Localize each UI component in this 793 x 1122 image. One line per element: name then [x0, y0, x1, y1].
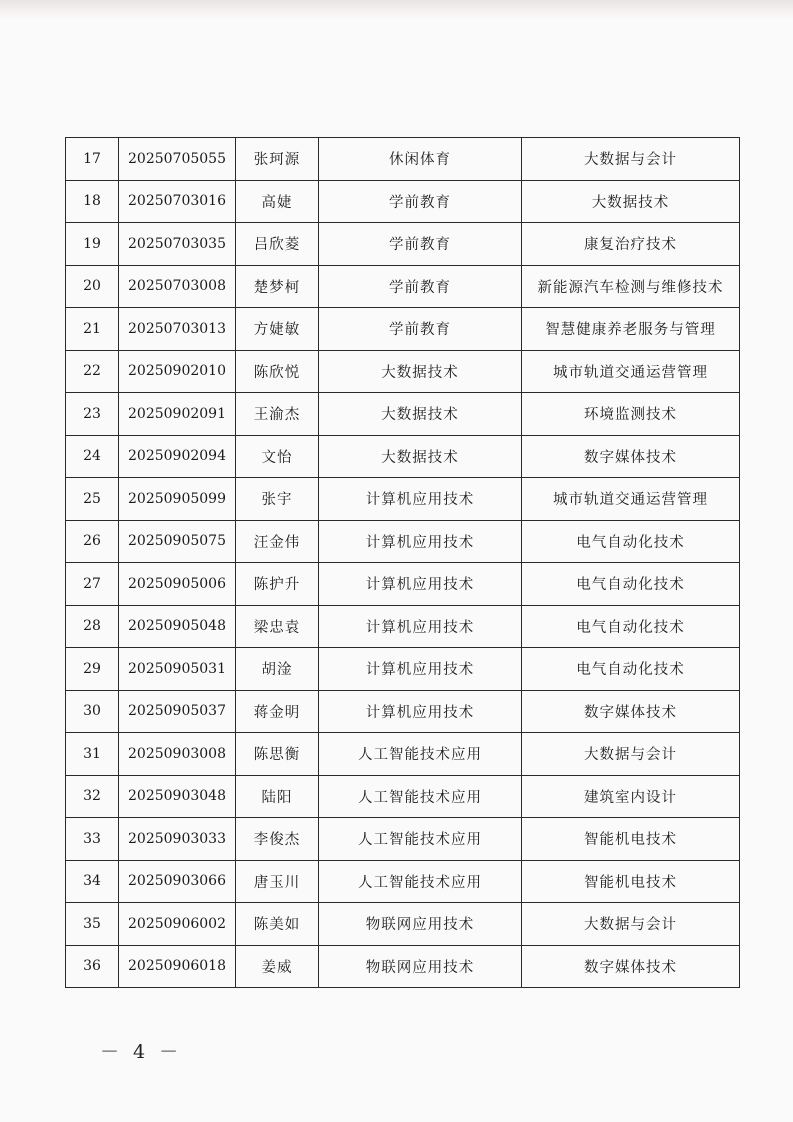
student-id-cell: 20250902010 — [119, 350, 236, 393]
table-row — [66, 563, 740, 606]
row-index-cell: 24 — [66, 435, 119, 478]
table-row — [66, 520, 740, 563]
table-row — [66, 350, 740, 393]
new-major-cell: 数字媒体技术 — [522, 690, 740, 733]
table-body — [66, 138, 740, 988]
new-major-cell: 数字媒体技术 — [522, 435, 740, 478]
student-id-cell: 20250906002 — [119, 903, 236, 946]
original-major-cell: 学前教育 — [319, 180, 522, 223]
student-id-cell: 20250705055 — [119, 138, 236, 181]
original-major-cell: 学前教育 — [319, 265, 522, 308]
student-name-cell: 陈思衡 — [236, 733, 319, 776]
row-index-cell: 30 — [66, 690, 119, 733]
original-major-cell: 休闲体育 — [319, 138, 522, 181]
new-major-cell: 数字媒体技术 — [522, 945, 740, 988]
student-name-cell: 吕欣菱 — [236, 223, 319, 266]
original-major-cell: 大数据技术 — [319, 393, 522, 436]
new-major-cell: 城市轨道交通运营管理 — [522, 478, 740, 521]
original-major-cell: 计算机应用技术 — [319, 605, 522, 648]
new-major-cell: 电气自动化技术 — [522, 648, 740, 691]
new-major-cell: 大数据与会计 — [522, 903, 740, 946]
new-major-cell: 智能机电技术 — [522, 860, 740, 903]
row-index-cell: 22 — [66, 350, 119, 393]
new-major-cell: 大数据与会计 — [522, 733, 740, 776]
table-row — [66, 903, 740, 946]
student-id-cell: 20250903066 — [119, 860, 236, 903]
original-major-cell: 学前教育 — [319, 223, 522, 266]
student-name-cell: 唐玉川 — [236, 860, 319, 903]
new-major-cell: 康复治疗技术 — [522, 223, 740, 266]
student-name-cell: 王渝杰 — [236, 393, 319, 436]
table-row — [66, 393, 740, 436]
student-name-cell: 陆阳 — [236, 775, 319, 818]
student-name-cell: 张宇 — [236, 478, 319, 521]
student-name-cell: 高婕 — [236, 180, 319, 223]
row-index-cell: 26 — [66, 520, 119, 563]
student-id-cell: 20250905099 — [119, 478, 236, 521]
row-index-cell: 17 — [66, 138, 119, 181]
student-name-cell: 张珂源 — [236, 138, 319, 181]
student-name-cell: 方婕敏 — [236, 308, 319, 351]
student-name-cell: 楚梦柯 — [236, 265, 319, 308]
table-row — [66, 605, 740, 648]
new-major-cell: 新能源汽车检测与维修技术 — [522, 265, 740, 308]
new-major-cell: 城市轨道交通运营管理 — [522, 350, 740, 393]
original-major-cell: 学前教育 — [319, 308, 522, 351]
original-major-cell: 人工智能技术应用 — [319, 775, 522, 818]
student-id-cell: 20250903048 — [119, 775, 236, 818]
table-row — [66, 733, 740, 776]
student-id-cell: 20250703008 — [119, 265, 236, 308]
original-major-cell: 物联网应用技术 — [319, 903, 522, 946]
student-id-cell: 20250906018 — [119, 945, 236, 988]
row-index-cell: 23 — [66, 393, 119, 436]
original-major-cell: 计算机应用技术 — [319, 478, 522, 521]
new-major-cell: 智能机电技术 — [522, 818, 740, 861]
row-index-cell: 32 — [66, 775, 119, 818]
original-major-cell: 人工智能技术应用 — [319, 733, 522, 776]
student-id-cell: 20250905048 — [119, 605, 236, 648]
student-id-cell: 20250703016 — [119, 180, 236, 223]
student-id-cell: 20250905031 — [119, 648, 236, 691]
student-id-cell: 20250703035 — [119, 223, 236, 266]
student-name-cell: 文怡 — [236, 435, 319, 478]
original-major-cell: 计算机应用技术 — [319, 520, 522, 563]
row-index-cell: 25 — [66, 478, 119, 521]
table-row — [66, 180, 740, 223]
transfer-list-table — [65, 137, 740, 988]
scan-top-band — [0, 0, 793, 20]
new-major-cell: 电气自动化技术 — [522, 520, 740, 563]
original-major-cell: 计算机应用技术 — [319, 563, 522, 606]
student-id-cell: 20250703013 — [119, 308, 236, 351]
table-row — [66, 223, 740, 266]
original-major-cell: 人工智能技术应用 — [319, 860, 522, 903]
student-name-cell: 李俊杰 — [236, 818, 319, 861]
original-major-cell: 大数据技术 — [319, 435, 522, 478]
original-major-cell: 计算机应用技术 — [319, 690, 522, 733]
row-index-cell: 20 — [66, 265, 119, 308]
new-major-cell: 大数据与会计 — [522, 138, 740, 181]
original-major-cell: 计算机应用技术 — [319, 648, 522, 691]
student-name-cell: 梁忠袁 — [236, 605, 319, 648]
table-row — [66, 860, 740, 903]
student-name-cell: 胡淦 — [236, 648, 319, 691]
student-name-cell: 汪金伟 — [236, 520, 319, 563]
row-index-cell: 34 — [66, 860, 119, 903]
row-index-cell: 28 — [66, 605, 119, 648]
table-row — [66, 308, 740, 351]
new-major-cell: 大数据技术 — [522, 180, 740, 223]
row-index-cell: 27 — [66, 563, 119, 606]
student-name-cell: 姜威 — [236, 945, 319, 988]
row-index-cell: 35 — [66, 903, 119, 946]
row-index-cell: 18 — [66, 180, 119, 223]
original-major-cell: 物联网应用技术 — [319, 945, 522, 988]
student-id-cell: 20250903033 — [119, 818, 236, 861]
table-row — [66, 945, 740, 988]
student-id-cell: 20250903008 — [119, 733, 236, 776]
student-name-cell: 陈欣悦 — [236, 350, 319, 393]
new-major-cell: 智慧健康养老服务与管理 — [522, 308, 740, 351]
student-name-cell: 蒋金明 — [236, 690, 319, 733]
row-index-cell: 19 — [66, 223, 119, 266]
student-name-cell: 陈美如 — [236, 903, 319, 946]
student-id-cell: 20250905006 — [119, 563, 236, 606]
table-row — [66, 648, 740, 691]
new-major-cell: 环境监测技术 — [522, 393, 740, 436]
table-row — [66, 690, 740, 733]
student-name-cell: 陈护升 — [236, 563, 319, 606]
table-row — [66, 818, 740, 861]
student-id-cell: 20250902091 — [119, 393, 236, 436]
student-id-cell: 20250902094 — [119, 435, 236, 478]
new-major-cell: 电气自动化技术 — [522, 563, 740, 606]
row-index-cell: 33 — [66, 818, 119, 861]
new-major-cell: 电气自动化技术 — [522, 605, 740, 648]
table-row — [66, 775, 740, 818]
student-id-cell: 20250905075 — [119, 520, 236, 563]
row-index-cell: 29 — [66, 648, 119, 691]
table-row — [66, 265, 740, 308]
original-major-cell: 人工智能技术应用 — [319, 818, 522, 861]
new-major-cell: 建筑室内设计 — [522, 775, 740, 818]
original-major-cell: 大数据技术 — [319, 350, 522, 393]
page-number: － 4 － — [100, 1041, 183, 1063]
student-id-cell: 20250905037 — [119, 690, 236, 733]
row-index-cell: 36 — [66, 945, 119, 988]
table-row — [66, 138, 740, 181]
row-index-cell: 21 — [66, 308, 119, 351]
table-row — [66, 435, 740, 478]
row-index-cell: 31 — [66, 733, 119, 776]
table-row — [66, 478, 740, 521]
